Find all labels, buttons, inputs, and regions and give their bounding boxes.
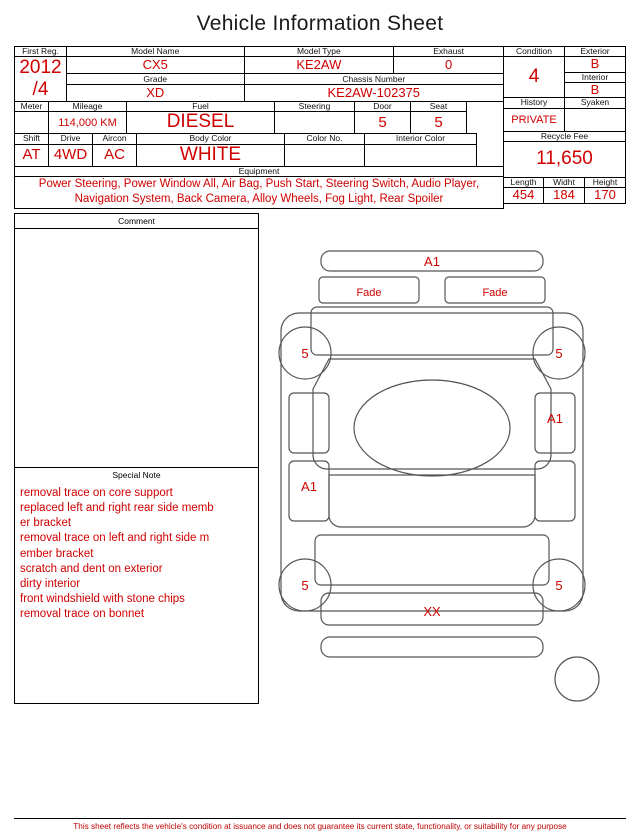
height-value: 170 xyxy=(585,188,626,203)
table-row xyxy=(15,144,477,166)
table-row xyxy=(504,47,626,57)
bottom-section xyxy=(14,213,626,704)
interior-color-value xyxy=(365,144,477,166)
width-label: Widht xyxy=(544,177,585,187)
special-note-line: front windshield with stone chips xyxy=(20,593,185,606)
meter-table xyxy=(14,101,467,134)
special-note-line: er bracket xyxy=(20,517,72,530)
meter-value xyxy=(15,112,49,134)
door-label: Door xyxy=(355,102,411,112)
steering-value xyxy=(275,112,355,134)
equipment-label: Equipment xyxy=(15,166,504,176)
mark-rear-bumper: XX xyxy=(423,603,441,619)
aircon-label: Aircon xyxy=(93,134,137,144)
syaken-label: Syaken xyxy=(565,98,626,108)
table-row xyxy=(504,131,626,141)
dimensions-table xyxy=(503,177,626,204)
mark-rear-left-wheel: 5 xyxy=(301,577,309,593)
equipment-value: Power Steering, Power Window All, Air Bag, Push Start, Steering Switch, Audio Player, Navigation System, Back Camera, Alloy Wheels, Fog Light, Rear Spoiler xyxy=(15,176,504,208)
history-label: History xyxy=(504,98,565,108)
recycle-fee-value: 11,650 xyxy=(504,142,626,178)
disclaimer-footer: This sheet reflects the vehicle's condition at issuance and does not guarantee its current state, functionality, or suitability for any purpose xyxy=(14,818,626,831)
condition-table xyxy=(503,46,626,98)
table-row xyxy=(15,57,504,74)
shift-value: AT xyxy=(15,144,49,166)
meter-label: Meter xyxy=(15,102,49,112)
mark-right-side-panel: A1 xyxy=(547,410,563,426)
interior-value: B xyxy=(565,82,626,97)
table-row xyxy=(15,47,504,57)
exterior-value: B xyxy=(565,57,626,72)
recycle-fee-label: Recycle Fee xyxy=(504,131,626,141)
table-row xyxy=(15,112,467,134)
mark-front-left-wheel: 5 xyxy=(301,345,309,361)
special-note-line: removal trace on bonnet xyxy=(20,608,145,621)
recycle-table xyxy=(503,131,626,178)
grade-label: Grade xyxy=(66,74,244,85)
model-name-label: Model Name xyxy=(66,47,244,57)
grade-value: XD xyxy=(66,85,244,102)
mark-front-bumper: A1 xyxy=(424,253,440,269)
history-table xyxy=(503,97,626,131)
seat-value: 5 xyxy=(411,112,467,134)
model-name-value: CX5 xyxy=(66,57,244,74)
syaken-value xyxy=(565,108,626,131)
condition-label: Condition xyxy=(504,47,565,57)
history-value: PRIVATE xyxy=(504,108,565,131)
mark-left-headlight-fade: Fade xyxy=(356,286,382,299)
interior-label: Interior xyxy=(565,72,626,82)
aircon-value: AC xyxy=(93,144,137,166)
length-value: 454 xyxy=(504,188,544,203)
steering-label: Steering xyxy=(275,102,355,112)
comment-header: Comment xyxy=(14,213,259,228)
drive-value: 4WD xyxy=(49,144,93,166)
fuel-value: DIESEL xyxy=(127,112,275,134)
table-row xyxy=(504,188,626,203)
shift-label: Shift xyxy=(15,134,49,144)
mark-left-side-panel: A1 xyxy=(301,478,317,494)
special-note-line: dirty interior xyxy=(20,577,81,590)
mileage-label: Mileage xyxy=(49,102,127,112)
spec-section xyxy=(14,46,626,209)
exhaust-label: Exhaust xyxy=(394,47,504,57)
table-row xyxy=(15,74,504,85)
drive-label: Drive xyxy=(49,134,93,144)
condition-value: 4 xyxy=(504,57,565,98)
length-label: Length xyxy=(504,177,544,187)
chassis-value: KE2AW-102375 xyxy=(244,85,503,102)
equipment-table xyxy=(14,166,504,209)
width-value: 184 xyxy=(544,188,585,203)
table-row xyxy=(15,134,477,144)
mileage-value: 114,000 KM xyxy=(49,112,127,134)
table-row xyxy=(15,85,504,102)
table-row xyxy=(504,57,626,72)
table-row xyxy=(504,108,626,131)
special-note-line: replaced left and right rear side memb xyxy=(20,502,214,515)
spec-left-block xyxy=(14,46,504,209)
table-row xyxy=(504,177,626,187)
first-reg-month: /4 xyxy=(32,79,49,101)
table-row xyxy=(15,176,504,208)
table-row xyxy=(504,142,626,178)
damage-diagram-column xyxy=(259,213,626,704)
model-type-value: KE2AW xyxy=(244,57,394,74)
page-title: Vehicle Information Sheet xyxy=(196,12,444,35)
mark-front-right-wheel: 5 xyxy=(555,345,563,361)
special-note-box xyxy=(14,482,259,704)
vehicle-damage-diagram xyxy=(259,213,626,703)
fuel-label: Fuel xyxy=(127,102,275,112)
comment-box xyxy=(14,228,259,468)
table-row xyxy=(15,166,504,176)
special-note-header: Special Note xyxy=(14,468,259,482)
exhaust-value: 0 xyxy=(394,57,504,74)
table-row xyxy=(15,102,467,112)
door-value: 5 xyxy=(355,112,411,134)
body-color-value: WHITE xyxy=(137,144,285,166)
body-color-label: Body Color xyxy=(137,134,285,144)
mark-rear-right-wheel: 5 xyxy=(555,577,563,593)
chassis-label: Chassis Number xyxy=(244,74,503,85)
special-note-line: scratch and dent on exterior xyxy=(20,562,163,575)
table-row xyxy=(504,98,626,108)
height-label: Height xyxy=(585,177,626,187)
first-reg-label: First Reg. xyxy=(15,47,67,57)
special-note-line: removal trace on left and right side m xyxy=(20,532,210,545)
spec-table xyxy=(14,46,504,102)
shift-table xyxy=(14,133,477,166)
color-no-value xyxy=(285,144,365,166)
first-reg-year: 2012 xyxy=(19,57,62,79)
special-note-line: ember bracket xyxy=(20,547,94,560)
interior-color-label: Interior Color xyxy=(365,134,477,144)
exterior-label: Exterior xyxy=(565,47,626,57)
color-no-label: Color No. xyxy=(285,134,365,144)
model-type-label: Model Type xyxy=(244,47,394,57)
spec-right-block xyxy=(504,46,626,209)
seat-label: Seat xyxy=(411,102,467,112)
notes-column xyxy=(14,213,259,704)
mark-right-headlight-fade: Fade xyxy=(482,286,508,299)
first-reg-value xyxy=(15,57,67,102)
special-note-line: removal trace on core support xyxy=(20,486,173,499)
